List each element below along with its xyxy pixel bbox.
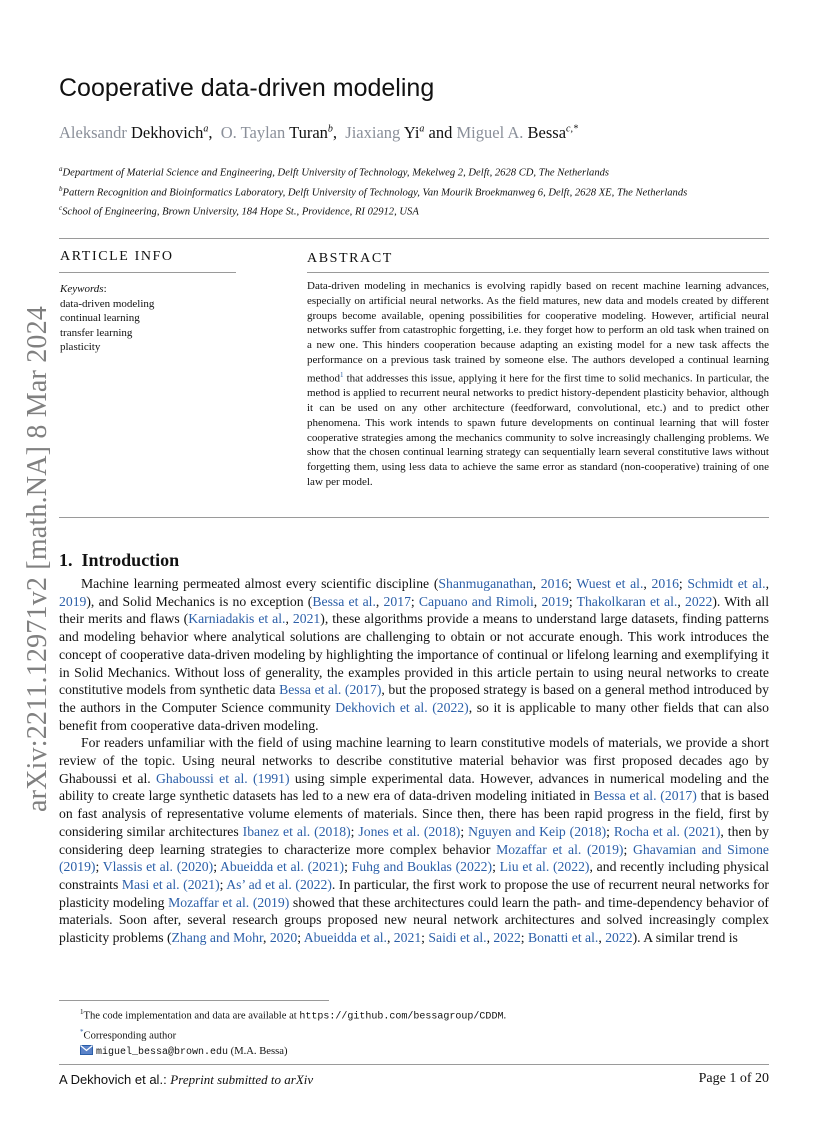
body-text: , and recently including physical constraints	[59, 859, 769, 892]
intro-paragraph-2	[59, 734, 769, 946]
citation-link[interactable]: 2021	[393, 930, 422, 946]
author-1[interactable]: Aleksandr Dekhovich$^a$	[59, 123, 209, 142]
citation-link[interactable]: 2021	[292, 611, 321, 627]
body-text: ). A similar trend is	[632, 930, 738, 946]
author-conjunction: and	[428, 123, 453, 142]
body-text: ;	[492, 859, 500, 875]
body-text: , so it is applicable to many other fields that can also benefit from cooperative data-driven modeling.	[59, 699, 769, 733]
section-heading: 1. Introduction	[59, 550, 180, 570]
body-text: using simple experimental data. However, advances in numerical modeling and the ability to create large synthetic datasets has led to a new era of data-driven modeling initiated in	[59, 770, 769, 804]
body-text: For readers unfamiliar with the field of using machine learning to learn constitutive models of materials, we provide a short review of the topic. Using neural networks to describe constitutive material behavior was first proposed decades ago by Ghaboussi et al.	[59, 735, 769, 786]
citation-link[interactable]: Saidi et al.	[428, 930, 487, 946]
citation-link[interactable]: As’ ad et al. (2022)	[226, 876, 332, 892]
body-text: ,	[533, 593, 542, 609]
body-text: showed that these architectures could learn the path- and time-dependency behavior of materials. Soon after, several research groups proposed new neural network architectures and solved increasingly complex plasticity problems (	[59, 894, 769, 946]
citation-link[interactable]: 2017	[383, 593, 411, 609]
citation-link[interactable]: 2019	[541, 593, 569, 609]
body-text: , then by considering deep learning strategies to characterize more complex behavior	[59, 823, 769, 857]
footnote-divider	[59, 1000, 329, 1001]
footnotes	[80, 1005, 506, 1061]
citation-link[interactable]: Bessa et al. (2017)	[593, 788, 697, 804]
envelope-icon	[80, 1045, 93, 1061]
body-text: ), these algorithms provide a means to understand large datasets, finding patterns and modeling behavior where analytical solutions are challenging to obtain or not accurate enough. This work introduces the concept of cooperative data-driven modeling by highlighting the importance of continual or lifelong learning and exemplifying it in Solid Mechanics. Without loss of generality, the examples provided in this article pertain to using neural networks to create constitutive models from synthetic data	[59, 611, 770, 698]
citation-link[interactable]: 2022	[493, 930, 521, 946]
article-info-heading: ARTICLE INFO	[60, 249, 174, 264]
body-text: ;	[95, 859, 103, 875]
citation-link[interactable]: 2022	[605, 930, 633, 946]
citation-link[interactable]: Capuano and Rimoli	[418, 593, 534, 609]
body-text: that is based on fast analysis of representative volume elements of materials. Since then, there has been rapid progress in the field, first by considering similar architectures	[59, 788, 770, 839]
keyword-item: transfer learning	[60, 326, 133, 339]
keyword-item: data-driven modeling	[60, 297, 155, 310]
body-text: ), and Solid Mechanics is no exception (	[86, 593, 313, 609]
citation-link[interactable]: Masi et al. (2021)	[121, 876, 220, 892]
body-text: ;	[213, 859, 220, 875]
citation-link[interactable]: Zhang and Mohr	[171, 930, 263, 946]
affiliation-a: $^a$Department of Material Science and Engineering, Delft University of Technology, Mekelweg 2, Delft, 2628 CD, The Netherlands	[59, 165, 610, 179]
code-repo-link[interactable]: https://github.com/bessagroup/CDDM	[299, 1011, 504, 1023]
body-text: ;	[678, 576, 688, 591]
citation-link[interactable]: Mozaffar et al. (2019)	[496, 841, 624, 857]
keyword-item: plasticity	[60, 341, 101, 353]
keywords-label: Keywords	[60, 283, 104, 295]
citation-link[interactable]: Bessa et al.	[312, 593, 376, 609]
body-text: , but the proposed strategy is based on a general method introduced by the authors in the Computer Science community	[59, 682, 769, 715]
body-text: ;	[606, 823, 614, 839]
footnote-1: $^1$The code implementation and data are available at https://github.com/bessagroup/CDDM.	[80, 1008, 507, 1023]
abstract-end-divider	[59, 517, 769, 518]
affiliation-c: $^c$School of Engineering, Brown University, 184 Hope St., Providence, RI 02912, USA	[59, 204, 419, 218]
footer-divider	[59, 1064, 769, 1065]
body-text: ;	[568, 593, 577, 609]
body-text: ;	[219, 876, 227, 892]
citation-link[interactable]: Schmidt et al.	[687, 576, 766, 591]
article-info-divider	[59, 272, 236, 273]
body-text: . In particular, the first work to propose the use of recurrent neural networks for plasticity modeling	[59, 876, 769, 910]
body-text: ,	[262, 930, 270, 946]
author-2[interactable]: O. Taylan Turan$^b$	[220, 123, 333, 142]
body-text: ,	[285, 611, 293, 627]
body-text: ;	[344, 859, 352, 875]
affiliations	[59, 162, 769, 221]
citation-link[interactable]: Mozaffar et al. (2019)	[168, 894, 290, 910]
body-text: ,	[375, 593, 384, 609]
body-text: ;	[410, 593, 419, 609]
body-text: ;	[568, 576, 577, 591]
body-text: Machine learning permeated almost every scientific discipline (	[81, 576, 439, 591]
author-list: Aleksandr Dekhovich$^a$, O. Taylan Turan$^b$, Jiaxiang Yi$^a$ and Miguel A. Bessa$^{c,*}$	[59, 123, 578, 142]
footnote-link[interactable]: 1	[340, 370, 344, 379]
arxiv-identifier: arXiv:2211.12971v2 [math.NA] 8 Mar 2024	[22, 305, 53, 812]
body-text: ,	[486, 930, 494, 946]
citation-link[interactable]: Liu et al. (2022)	[499, 859, 590, 875]
email-line: miguel_bessa@brown.edu (M.A. Bessa)	[80, 1044, 506, 1061]
keywords-block: Keywords: data-driven modeling continual learning transfer learning plasticity	[60, 282, 260, 355]
author-4[interactable]: Miguel A. Bessa$^{c,*}$	[456, 123, 578, 142]
abstract-divider	[307, 272, 769, 273]
header-divider	[59, 238, 769, 239]
citation-link[interactable]: Ghaboussi et al. (1991)	[156, 770, 290, 786]
email-link[interactable]: miguel_bessa@brown.edu	[96, 1047, 229, 1059]
citation-link[interactable]: Rocha et al. (2021)	[613, 823, 721, 839]
citation-link[interactable]: Dekhovich et al. (2022)	[335, 699, 469, 715]
corresponding-author-note: *Corresponding author	[80, 1028, 177, 1042]
intro-paragraph-1	[59, 575, 769, 734]
introduction-body	[59, 575, 769, 947]
citation-link[interactable]: 2022	[684, 593, 713, 609]
citation-link[interactable]: Wuest et al.	[576, 576, 644, 591]
abstract-heading: ABSTRACT	[307, 251, 393, 266]
body-text: ,	[643, 576, 652, 591]
body-text: ,	[532, 576, 541, 591]
keyword-item: continual learning	[60, 312, 140, 324]
body-text: ;	[623, 841, 633, 857]
abstract-body: Data-driven modeling in mechanics is evolving rapidly based on recent machine learning advances, especially on artificial neural networks. As the field matures, new data and models created by different groups become available, opening possibilities for cooperative modeling. However, artificial neural networks suffer from catastrophic forgetting, i.e. they forget how to perform an old task when trained on a new one. This hinders cooperation because adapting an existing model for a new task affects the performance on a previous task trained by someone else. The authors developed a continual learning method$^1$ that addresses this issue, applying it here for the first time to solid mechanics. In particular, the method is applied to recurrent neural networks to predict history-dependent plasticity behavior, although it can be used on any other architecture (feedforward, convolutional, etc.) and to predict other phenomena. This work intends to spawn future developments on continual learning that will foster cooperative strategies among the mechanics community to solve increasingly challenging problems. We show that the chosen continual learning strategy can sequentially learn several constitutive laws without forgetting them, using less data to achieve the same error as standard (non-cooperative) training of one law per model.	[307, 280, 769, 489]
body-text: ,	[598, 930, 606, 946]
affiliation-b: $^b$Pattern Recognition and Bioinformatics Laboratory, Delft University of Technology, Van Mourik Broekmanweg 6, Delft, 2628 XE, The Netherlands	[59, 184, 688, 199]
body-text: ;	[350, 823, 359, 839]
citation-link[interactable]: Abueidda et al. (2021)	[219, 859, 345, 875]
citation-link[interactable]: Bonatti et al.	[528, 930, 599, 946]
citation-link[interactable]: Thakolkaran et al.	[576, 593, 678, 609]
paper-title: Cooperative data-driven modeling	[59, 74, 435, 102]
citation-link[interactable]: Shanmuganathan	[438, 576, 533, 591]
citation-link[interactable]: 2016	[651, 576, 679, 591]
body-text: ). With all their merits and flaws (	[59, 593, 770, 627]
citation-link[interactable]: Nguyen and Keip (2018)	[468, 823, 607, 839]
author-3[interactable]: Jiaxiang Yi$^a$	[345, 123, 425, 142]
citation-link[interactable]: Ibanez et al. (2018)	[242, 823, 351, 839]
citation-link[interactable]: Jones et al. (2018)	[358, 823, 461, 839]
citation-link[interactable]: Bessa et al. (2017)	[279, 682, 382, 698]
citation-link[interactable]: Fuhg and Bouklas (2022)	[351, 859, 493, 875]
citation-link[interactable]: 2016	[540, 576, 569, 591]
body-text: ;	[297, 930, 304, 946]
citation-link[interactable]: Vlassis et al. (2020)	[102, 859, 214, 875]
citation-link[interactable]: 2019	[59, 593, 87, 609]
body-text: ,	[677, 593, 685, 609]
citation-link[interactable]: Abueidda et al.	[303, 930, 387, 946]
footer-citation: A Dekhovich et al.: Preprint submitted to arXiv	[59, 1072, 314, 1087]
body-text: ,	[765, 576, 770, 591]
citation-link[interactable]: Karniadakis et al.	[188, 611, 286, 627]
citation-link[interactable]: Ghavamian and Simone (2019)	[59, 841, 769, 875]
body-text: ;	[520, 930, 529, 946]
body-text: ;	[460, 823, 469, 839]
page-number: Page 1 of 20	[698, 1071, 769, 1086]
citation-link[interactable]: 2020	[269, 930, 298, 946]
body-text: ;	[421, 930, 429, 946]
body-text: ,	[386, 930, 394, 946]
